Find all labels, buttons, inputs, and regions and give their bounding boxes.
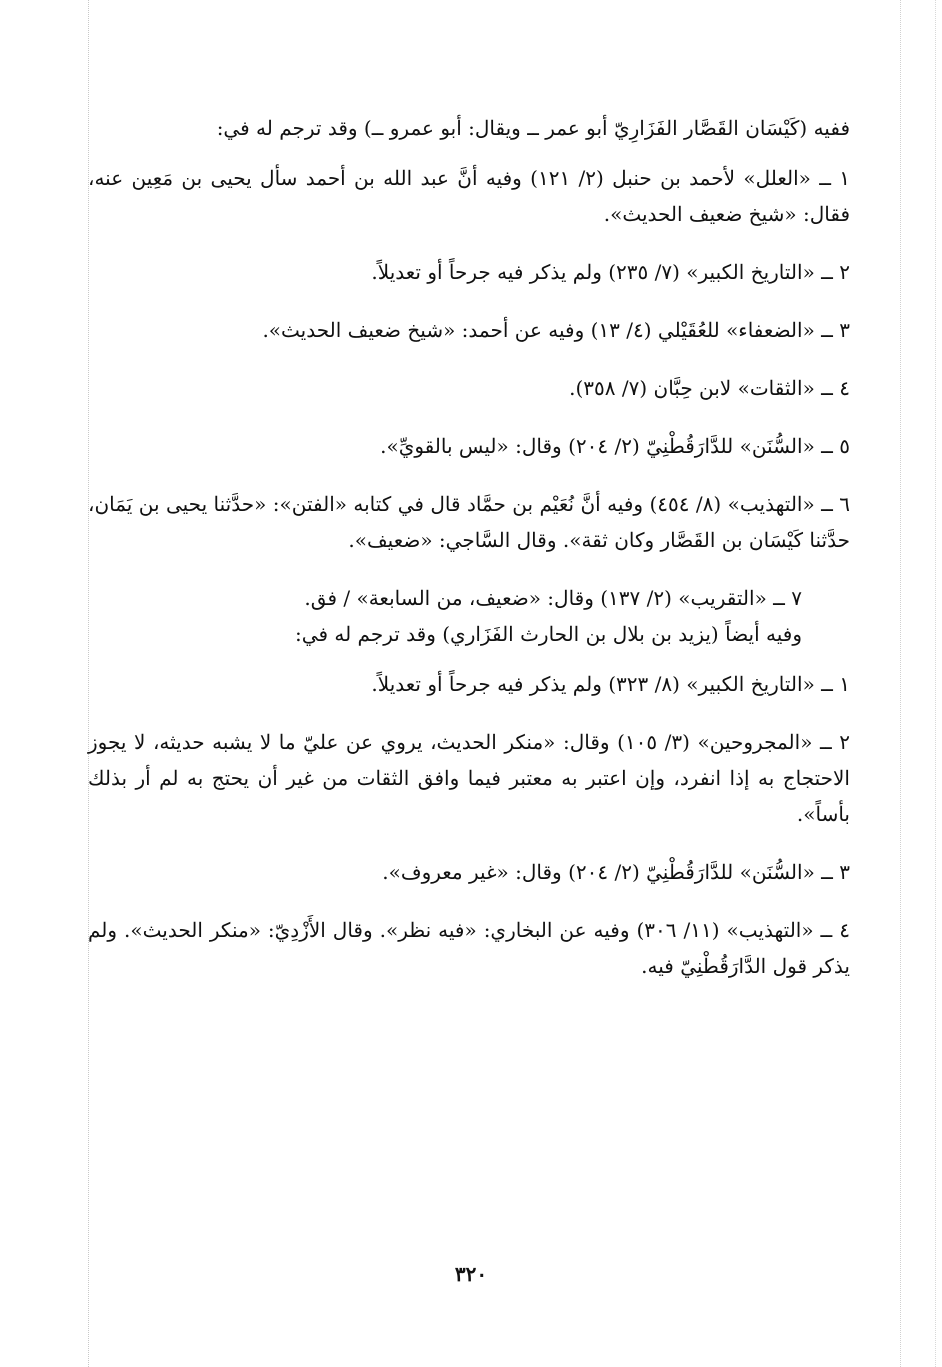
page-body [88,110,850,984]
second-reference-item-3: ٣ ــ «السُّنَن» للدَّارَقُطْنِيّ (٢/ ٢٠٤) وقال: «غير معروف». [382,860,850,884]
second-reference-item-2: ٢ ــ «المجروحين» (٣/ ١٠٥) وقال: «منكر الحديث، يروي عن عليّ ما لا يشبه حديثه، لا يجوز الاحتجاج به إذا انفرد، وإن اعتبر به معتبر فيما وافق الثقات من غير أن يحتج به لم أر بذلك بأساً». [88,730,850,826]
reference-item-6: ٦ ــ «التهذيب» (٨/ ٤٥٤) وفيه أنَّ نُعَيْم بن حمَّاد قال في كتابه «الفتن»: «حدَّثنا يحيى بن يَمَان، حدَّثنا كَيْسَان بن القَصَّار وكان ثقة». وقال السَّاجي: «ضعيف». [88,492,850,552]
second-reference-item-4: ٤ ــ «التهذيب» (١١/ ٣٠٦) وفيه عن البخاري: «فيه نظر». وقال الأَزْدِيّ: «منكر الحديث». ولم يذكر قول الدَّارَقُطْنِيّ فيه. [88,918,850,978]
reference-item-1: ١ ــ «العلل» لأحمد بن حنبل (٢/ ١٢١) وفيه أنَّ عبد الله بن أحمد سأل يحيى بن مَعِين عنه، فقال: «شيخ ضعيف الحديث». [88,166,850,226]
second-narrator-paragraph: وفيه أيضاً (يزيد بن بلال بن الحارث الفَزَاري) وقد ترجم له في: [295,622,802,646]
reference-item-5: ٥ ــ «السُّنَن» للدَّارَقُطْنِيّ (٢/ ٢٠٤) وقال: «ليس بالقويِّ». [380,434,850,458]
reference-item-4: ٤ ــ «الثقات» لابن حِبَّان (٧/ ٣٥٨). [569,376,850,400]
scan-margin-line-right [900,0,901,1367]
reference-item-3: ٣ ــ «الضعفاء» للعُقَيْلي (٤/ ١٣) وفيه عن أحمد: «شيخ ضعيف الحديث». [262,318,850,342]
intro-paragraph: ففيه (كَيْسَان القَصَّار الفَزَارِيّ أبو عمر ــ ويقال: أبو عمرو ــ) وقد ترجم له في: [216,116,850,140]
reference-item-7: ٧ ــ «التقريب» (٢/ ١٣٧) وقال: «ضعيف، من السابعة» / فق. [304,586,802,610]
scan-margin-line-edge [935,0,936,1367]
reference-item-2: ٢ ــ «التاريخ الكبير» (٧/ ٢٣٥) ولم يذكر فيه جرحاً أو تعديلاً. [371,260,850,284]
second-reference-item-1: ١ ــ «التاريخ الكبير» (٨/ ٣٢٣) ولم يذكر فيه جرحاً أو تعديلاً. [371,672,850,696]
page-number: ٣٢٠ [454,1262,488,1286]
